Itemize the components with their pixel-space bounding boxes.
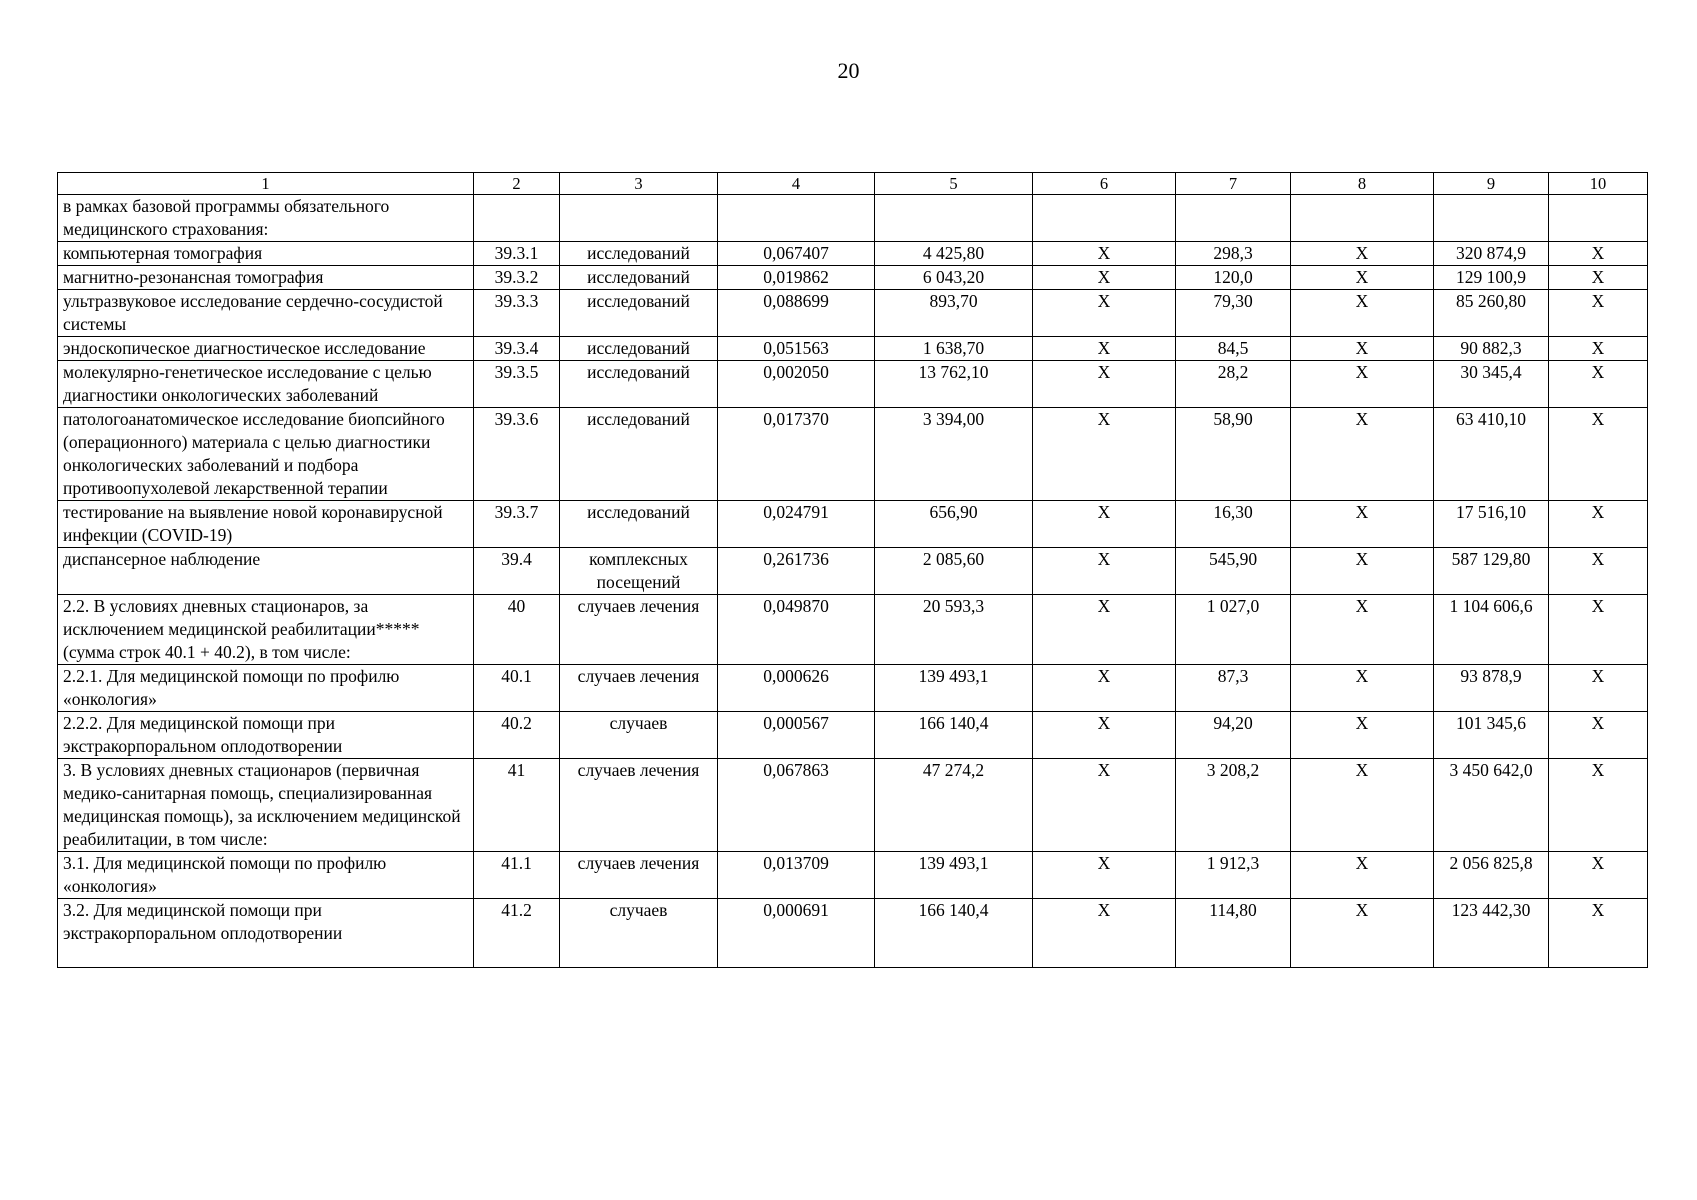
row-code-cell: 39.3.5 bbox=[474, 361, 560, 408]
row-name-cell: ультразвуковое исследование сердечно-сосудистой системы bbox=[58, 290, 474, 337]
row-value-cell: 123 442,30 bbox=[1434, 899, 1549, 968]
row-value-cell: X bbox=[1033, 899, 1176, 968]
row-value-cell: X bbox=[1549, 548, 1648, 595]
row-value-cell: X bbox=[1549, 595, 1648, 665]
table-row bbox=[58, 665, 1648, 712]
row-code-cell: 39.3.7 bbox=[474, 501, 560, 548]
row-value-cell: X bbox=[1291, 759, 1434, 852]
row-value-cell: X bbox=[1291, 595, 1434, 665]
row-value-cell: 20 593,3 bbox=[875, 595, 1033, 665]
table-row bbox=[58, 712, 1648, 759]
row-value-cell: 85 260,80 bbox=[1434, 290, 1549, 337]
row-unit-cell bbox=[560, 195, 718, 242]
row-value-cell: 47 274,2 bbox=[875, 759, 1033, 852]
header-row bbox=[58, 173, 1648, 195]
row-value-cell: 656,90 bbox=[875, 501, 1033, 548]
col-header: 10 bbox=[1549, 173, 1648, 195]
row-value-cell: X bbox=[1549, 361, 1648, 408]
row-value-cell: 16,30 bbox=[1176, 501, 1291, 548]
row-unit-cell: исследований bbox=[560, 408, 718, 501]
table-row bbox=[58, 595, 1648, 665]
row-value-cell: 63 410,10 bbox=[1434, 408, 1549, 501]
row-value-cell: 58,90 bbox=[1176, 408, 1291, 501]
row-value-cell: X bbox=[1549, 712, 1648, 759]
row-value-cell: 1 104 606,6 bbox=[1434, 595, 1549, 665]
row-value-cell: 893,70 bbox=[875, 290, 1033, 337]
row-value-cell: X bbox=[1033, 501, 1176, 548]
col-header: 8 bbox=[1291, 173, 1434, 195]
row-value-cell: 166 140,4 bbox=[875, 712, 1033, 759]
row-name-cell: диспансерное наблюдение bbox=[58, 548, 474, 595]
row-value-cell: X bbox=[1033, 665, 1176, 712]
row-value-cell: X bbox=[1549, 266, 1648, 290]
row-value-cell: X bbox=[1549, 759, 1648, 852]
row-unit-cell: случаев лечения bbox=[560, 759, 718, 852]
row-name-cell: 3.1. Для медицинской помощи по профилю «онкология» bbox=[58, 852, 474, 899]
row-value-cell: 0,000567 bbox=[718, 712, 875, 759]
data-table bbox=[57, 172, 1648, 968]
row-code-cell: 39.3.2 bbox=[474, 266, 560, 290]
row-value-cell: X bbox=[1033, 337, 1176, 361]
row-value-cell: X bbox=[1291, 665, 1434, 712]
row-value-cell: 587 129,80 bbox=[1434, 548, 1549, 595]
table-row bbox=[58, 548, 1648, 595]
row-code-cell: 40 bbox=[474, 595, 560, 665]
row-value-cell: X bbox=[1291, 242, 1434, 266]
row-value-cell: 6 043,20 bbox=[875, 266, 1033, 290]
row-value-cell: 17 516,10 bbox=[1434, 501, 1549, 548]
row-value-cell: X bbox=[1549, 852, 1648, 899]
row-value-cell: 79,30 bbox=[1176, 290, 1291, 337]
row-value-cell: X bbox=[1033, 852, 1176, 899]
row-value-cell: 0,017370 bbox=[718, 408, 875, 501]
row-value-cell: X bbox=[1291, 501, 1434, 548]
row-value-cell: X bbox=[1291, 290, 1434, 337]
row-value-cell bbox=[1033, 195, 1176, 242]
table-row bbox=[58, 759, 1648, 852]
row-value-cell: 166 140,4 bbox=[875, 899, 1033, 968]
page-number: 20 bbox=[837, 58, 860, 83]
row-value-cell: X bbox=[1291, 337, 1434, 361]
row-value-cell: 0,067407 bbox=[718, 242, 875, 266]
row-value-cell: 87,3 bbox=[1176, 665, 1291, 712]
row-name-cell: эндоскопическое диагностическое исследование bbox=[58, 337, 474, 361]
row-code-cell: 41.1 bbox=[474, 852, 560, 899]
row-value-cell: 1 912,3 bbox=[1176, 852, 1291, 899]
row-code-cell: 41 bbox=[474, 759, 560, 852]
table-row bbox=[58, 501, 1648, 548]
table-row bbox=[58, 408, 1648, 501]
row-value-cell: 3 394,00 bbox=[875, 408, 1033, 501]
row-value-cell: X bbox=[1549, 408, 1648, 501]
row-value-cell bbox=[875, 195, 1033, 242]
row-value-cell: X bbox=[1291, 852, 1434, 899]
row-name-cell: 3. В условиях дневных стационаров (первичная медико-санитарная помощь, специализированная медицинская помощь), за исключением медицинской реабилитации, в том числе: bbox=[58, 759, 474, 852]
row-value-cell: X bbox=[1033, 595, 1176, 665]
row-value-cell: 0,088699 bbox=[718, 290, 875, 337]
row-unit-cell: исследований bbox=[560, 501, 718, 548]
table-row bbox=[58, 266, 1648, 290]
row-value-cell: X bbox=[1549, 337, 1648, 361]
col-header: 4 bbox=[718, 173, 875, 195]
table-row bbox=[58, 899, 1648, 968]
row-value-cell: 2 085,60 bbox=[875, 548, 1033, 595]
row-name-cell: 3.2. Для медицинской помощи при экстракорпоральном оплодотворении bbox=[58, 899, 474, 968]
row-code-cell: 40.2 bbox=[474, 712, 560, 759]
row-value-cell: 3 450 642,0 bbox=[1434, 759, 1549, 852]
row-value-cell: X bbox=[1549, 242, 1648, 266]
row-value-cell: 30 345,4 bbox=[1434, 361, 1549, 408]
row-unit-cell: исследований bbox=[560, 361, 718, 408]
row-unit-cell: случаев лечения bbox=[560, 665, 718, 712]
row-value-cell: 0,051563 bbox=[718, 337, 875, 361]
row-value-cell: 13 762,10 bbox=[875, 361, 1033, 408]
row-value-cell: X bbox=[1291, 712, 1434, 759]
row-value-cell: X bbox=[1549, 665, 1648, 712]
row-value-cell: 139 493,1 bbox=[875, 852, 1033, 899]
row-value-cell: X bbox=[1033, 290, 1176, 337]
row-code-cell: 39.3.4 bbox=[474, 337, 560, 361]
row-unit-cell: исследований bbox=[560, 242, 718, 266]
row-value-cell: 0,000691 bbox=[718, 899, 875, 968]
col-header: 1 bbox=[58, 173, 474, 195]
row-value-cell: X bbox=[1549, 501, 1648, 548]
row-unit-cell: исследований bbox=[560, 290, 718, 337]
row-value-cell: 28,2 bbox=[1176, 361, 1291, 408]
row-value-cell: 0,000626 bbox=[718, 665, 875, 712]
table-row bbox=[58, 361, 1648, 408]
row-value-cell: X bbox=[1549, 899, 1648, 968]
row-value-cell: X bbox=[1033, 548, 1176, 595]
row-value-cell: 93 878,9 bbox=[1434, 665, 1549, 712]
row-unit-cell: исследований bbox=[560, 337, 718, 361]
row-value-cell: 0,049870 bbox=[718, 595, 875, 665]
row-value-cell bbox=[1549, 195, 1648, 242]
row-name-cell: 2.2.2. Для медицинской помощи при экстракорпоральном оплодотворении bbox=[58, 712, 474, 759]
row-unit-cell: случаев лечения bbox=[560, 595, 718, 665]
row-value-cell: 2 056 825,8 bbox=[1434, 852, 1549, 899]
row-value-cell: X bbox=[1291, 408, 1434, 501]
row-value-cell: 94,20 bbox=[1176, 712, 1291, 759]
row-value-cell: 3 208,2 bbox=[1176, 759, 1291, 852]
row-value-cell: 139 493,1 bbox=[875, 665, 1033, 712]
row-value-cell: X bbox=[1291, 361, 1434, 408]
col-header: 3 bbox=[560, 173, 718, 195]
row-value-cell: 0,013709 bbox=[718, 852, 875, 899]
row-value-cell: 4 425,80 bbox=[875, 242, 1033, 266]
row-code-cell bbox=[474, 195, 560, 242]
row-unit-cell: комплексных посещений bbox=[560, 548, 718, 595]
col-header: 5 bbox=[875, 173, 1033, 195]
row-value-cell: 0,261736 bbox=[718, 548, 875, 595]
row-name-cell: тестирование на выявление новой коронавирусной инфекции (COVID-19) bbox=[58, 501, 474, 548]
row-name-cell: компьютерная томография bbox=[58, 242, 474, 266]
table-row bbox=[58, 290, 1648, 337]
table-row bbox=[58, 195, 1648, 242]
row-value-cell: 90 882,3 bbox=[1434, 337, 1549, 361]
row-value-cell: X bbox=[1033, 712, 1176, 759]
row-value-cell bbox=[1434, 195, 1549, 242]
row-value-cell: X bbox=[1291, 266, 1434, 290]
table-row bbox=[58, 242, 1648, 266]
row-value-cell: X bbox=[1549, 290, 1648, 337]
row-value-cell: 84,5 bbox=[1176, 337, 1291, 361]
row-code-cell: 40.1 bbox=[474, 665, 560, 712]
row-value-cell bbox=[1176, 195, 1291, 242]
col-header: 7 bbox=[1176, 173, 1291, 195]
table-row bbox=[58, 852, 1648, 899]
row-value-cell: 0,067863 bbox=[718, 759, 875, 852]
row-unit-cell: случаев лечения bbox=[560, 852, 718, 899]
row-unit-cell: случаев bbox=[560, 899, 718, 968]
row-code-cell: 39.3.3 bbox=[474, 290, 560, 337]
row-value-cell: 1 638,70 bbox=[875, 337, 1033, 361]
row-value-cell: X bbox=[1033, 242, 1176, 266]
row-value-cell: X bbox=[1033, 266, 1176, 290]
col-header: 6 bbox=[1033, 173, 1176, 195]
row-unit-cell: исследований bbox=[560, 266, 718, 290]
row-name-cell: патологоанатомическое исследование биопсийного (операционного) материала с целью диагностики онкологических заболеваний и подбора противоопухолевой лекарственной терапии bbox=[58, 408, 474, 501]
row-value-cell: 0,002050 bbox=[718, 361, 875, 408]
row-value-cell: 0,024791 bbox=[718, 501, 875, 548]
row-code-cell: 39.4 bbox=[474, 548, 560, 595]
row-value-cell: 320 874,9 bbox=[1434, 242, 1549, 266]
row-value-cell: X bbox=[1291, 899, 1434, 968]
row-value-cell: 298,3 bbox=[1176, 242, 1291, 266]
col-header: 2 bbox=[474, 173, 560, 195]
row-value-cell: 0,019862 bbox=[718, 266, 875, 290]
row-value-cell: 129 100,9 bbox=[1434, 266, 1549, 290]
table-row bbox=[58, 337, 1648, 361]
row-value-cell: 545,90 bbox=[1176, 548, 1291, 595]
row-value-cell: 114,80 bbox=[1176, 899, 1291, 968]
row-value-cell: 120,0 bbox=[1176, 266, 1291, 290]
row-code-cell: 39.3.6 bbox=[474, 408, 560, 501]
row-value-cell: X bbox=[1291, 548, 1434, 595]
row-value-cell: 101 345,6 bbox=[1434, 712, 1549, 759]
row-code-cell: 39.3.1 bbox=[474, 242, 560, 266]
row-name-cell: в рамках базовой программы обязательного медицинского страхования: bbox=[58, 195, 474, 242]
row-value-cell: X bbox=[1033, 361, 1176, 408]
row-unit-cell: случаев bbox=[560, 712, 718, 759]
row-code-cell: 41.2 bbox=[474, 899, 560, 968]
row-name-cell: магнитно-резонансная томография bbox=[58, 266, 474, 290]
col-header: 9 bbox=[1434, 173, 1549, 195]
row-value-cell bbox=[718, 195, 875, 242]
row-value-cell: X bbox=[1033, 408, 1176, 501]
row-name-cell: 2.2. В условиях дневных стационаров, за исключением медицинской реабилитации***** (сумма строк 40.1 + 40.2), в том числе: bbox=[58, 595, 474, 665]
row-name-cell: молекулярно-генетическое исследование с целью диагностики онкологических заболеваний bbox=[58, 361, 474, 408]
row-value-cell: 1 027,0 bbox=[1176, 595, 1291, 665]
row-value-cell bbox=[1291, 195, 1434, 242]
row-name-cell: 2.2.1. Для медицинской помощи по профилю «онкология» bbox=[58, 665, 474, 712]
row-value-cell: X bbox=[1033, 759, 1176, 852]
